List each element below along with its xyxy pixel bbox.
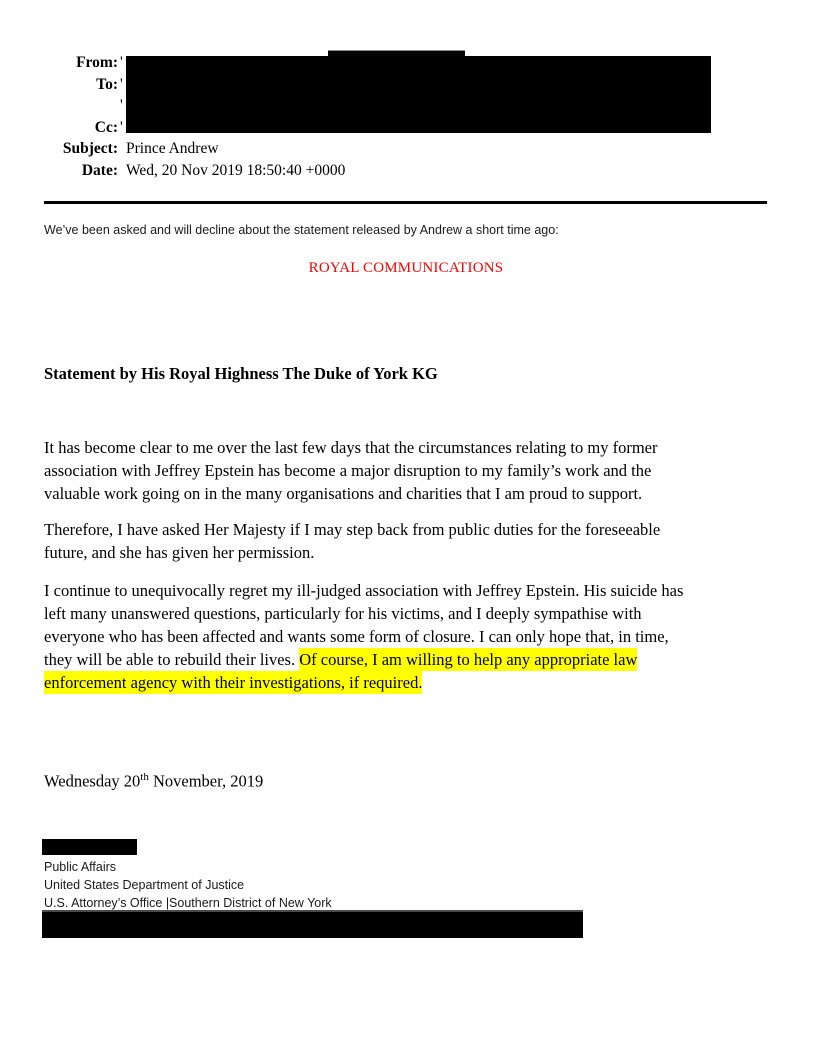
statement-heading: Statement by His Royal Highness The Duke of York KG (44, 364, 438, 383)
statement-line: everyone who has been affected and wants some form of closure. I can only hope that, in time, (44, 627, 669, 646)
from-label: From: (76, 54, 118, 71)
date-label: Date: (81, 161, 118, 179)
signature-line-department: United States Department of Justice (44, 878, 245, 892)
statement-line: It has become clear to me over the last few days that the circumstances relating to my former (44, 438, 658, 457)
intro-note: We’ve been asked and will decline about the statement released by Andrew a short time ago: (44, 223, 559, 237)
date-value: Wed, 20 Nov 2019 18:50:40 +0000 (126, 161, 346, 179)
statement-line (44, 671, 683, 694)
subject-value: Prince Andrew (126, 140, 219, 157)
statement-line: Therefore, I have asked Her Majesty if I may step back from public duties for the foreseeable (44, 520, 661, 539)
statement-line (44, 648, 683, 671)
redaction-bar-contact-info (42, 910, 583, 938)
statement-line: association with Jeffrey Epstein has become a major disruption to my family’s work and the (44, 461, 652, 480)
statement-line: future, and she has given her permission. (44, 543, 315, 562)
subject-label: Subject: (62, 140, 118, 157)
signature-line-office: Public Affairs (44, 860, 117, 874)
header-divider (44, 201, 767, 204)
statement-paragraph-1 (44, 436, 657, 505)
date-rest: November, 2019 (148, 771, 264, 791)
statement-line-plain: they will be able to rebuild their lives. (44, 650, 300, 669)
statement-line: I continue to unequivocally regret my ill-judged association with Jeffrey Epstein. His suicide has (44, 581, 684, 600)
signature-line-district: U.S. Attorney’s Office |Southern District of New York (44, 896, 332, 910)
cc-value-peek: ' (120, 118, 123, 136)
statement-dateline (44, 771, 263, 792)
highlighted-text: enforcement agency with their investigations, if required. (44, 673, 423, 692)
statement-line: left many unanswered questions, particularly for his victims, and I deeply sympathise with (44, 604, 642, 623)
from-value-peek: ' (120, 54, 123, 71)
to-value-peek-2: ' (120, 97, 123, 114)
statement-line: valuable work going on in the many organisations and charities that I am proud to support. (44, 484, 643, 503)
redaction-block-recipients (126, 56, 711, 133)
cc-label: Cc: (94, 118, 118, 136)
highlighted-text: Of course, I am willing to help any appropriate law (299, 650, 638, 669)
signature-block (44, 858, 332, 912)
royal-communications-masthead: ROYAL COMMUNICATIONS (308, 260, 504, 276)
statement-paragraph-3 (44, 579, 683, 694)
date-prefix: Wednesday 20 (44, 771, 141, 791)
empty-label (44, 95, 118, 117)
redaction-bar-signature-name (42, 839, 137, 855)
redaction-block-recipients-bump (328, 50, 465, 57)
to-value-peek: ' (120, 75, 123, 93)
header-row-subject (44, 138, 345, 160)
statement-paragraph-2 (44, 518, 660, 564)
to-label: To: (96, 75, 118, 93)
date-ordinal-suffix: th (140, 771, 149, 783)
header-row-date (44, 160, 345, 182)
